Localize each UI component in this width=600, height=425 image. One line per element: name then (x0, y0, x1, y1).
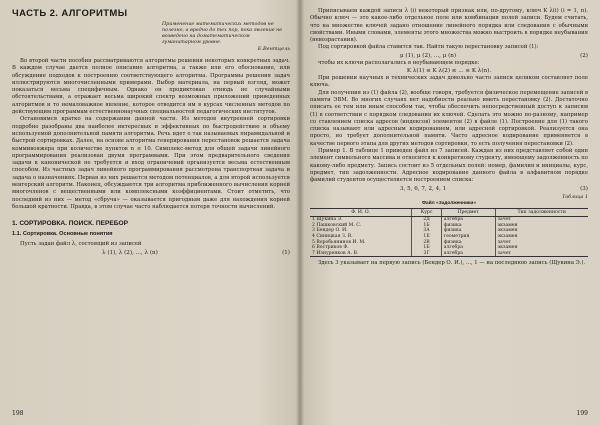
epigraph-author: Е.Вентцель (257, 46, 290, 52)
table-cell-subject: геометрия (441, 234, 495, 240)
table-cell-debt-type: зачет (495, 251, 588, 257)
section-title: 1. СОРТИРОВКА. ПОИСК. ПЕРЕБОР (12, 220, 129, 228)
table-cell-debt-type: зачет (495, 240, 588, 246)
page-number-left: 198 (12, 410, 24, 417)
formula-2 (310, 52, 588, 60)
table-cell-name: 3 Бендер О. И. (312, 228, 348, 234)
table-cell-name: 5 Воробьянинов И. М. (312, 239, 366, 245)
table-cell-subject: алгебра (441, 245, 495, 251)
formula-1-expr: λ (1), λ (2), ..., λ (n) (102, 249, 158, 256)
table-row (310, 251, 588, 257)
table-cell-course: 1Б (412, 223, 441, 229)
formula-3 (310, 185, 588, 193)
table-cell-debt-type: экзамен (495, 223, 588, 229)
table-cell-course: 2В (412, 240, 441, 246)
table-cell-name: 7 Изнуренков А. В. (310, 251, 412, 257)
debtors-table (310, 208, 588, 258)
table-header-course: Курс (412, 208, 441, 217)
table-cell-course: 3Г (412, 251, 441, 257)
table-cell-debt-type: экзамен (495, 234, 588, 240)
table-header-debt-type: Тип задолженности (495, 208, 588, 217)
formula-1 (12, 249, 290, 257)
right-paragraph-5: Пример 1. В таблице 1 приведен файл из 7 записей. Каждая из них представляет собой один элемент символьного массива и относится к конкретному студенту, имеющему задолженность по какому-либо предмету. Запись состоит из 5 отдельных полей: номер, фамилия и инициалы, курс, предмет, тип задолженности. Адресное кодирование данного файла в алфавитном порядке фамилий студентов осуществляется построением списка: (310, 148, 588, 184)
table-cell-debt-type: зачет (495, 217, 588, 223)
keys-formula: K λ(1) ≤ K λ(2) ≤ ... ≤ K λ(n). (406, 68, 492, 75)
right-page (300, 0, 600, 425)
table-header-subject: Предмет (441, 208, 495, 217)
table-cell-name: 6 Востриков Ф. (312, 245, 349, 251)
formula-2-expr: μ (1), μ (2), ..., μ (n) (400, 52, 457, 59)
table-title: Файл «Задолженники» (421, 200, 477, 206)
table-cell-course: 1Е (412, 234, 441, 240)
table-header-row (310, 208, 588, 217)
table-cell-name: 4 Синицкая З. В. (312, 233, 353, 239)
chapter-title: ЧАСТЬ 2. АЛГОРИТМЫ (12, 8, 128, 19)
table-cell-debt-type: экзамен (495, 245, 588, 251)
table-cell-debt-type: экзамен (495, 228, 588, 234)
right-paragraph-2: Под сортировкой файла ставится так. Найти такую перестановку записей (1): (318, 44, 539, 51)
table-cell-course: 2Д (412, 217, 441, 223)
subsection-title: 1.1. Сортировка. Основные понятия (12, 231, 113, 238)
right-paragraph-3: При решении научных и технических задач довольно часто записи целиком составляет поле ключа. (310, 75, 588, 89)
table-cell-subject: алгебра (441, 251, 495, 257)
table-cell-course: 3А (412, 228, 441, 234)
table-cell-name: 1 Щукина Э. (312, 217, 343, 223)
formula-2-number: (2) (580, 52, 588, 59)
table-cell-subject: алгебра (441, 217, 495, 223)
formula-3-expr: 3, 5, 6, 7, 2, 4, 1 (400, 185, 447, 192)
table-cell-course: 1Б (412, 245, 441, 251)
table-caption: Таблица 1 (562, 194, 588, 200)
table-cell-subject: физика (441, 223, 495, 229)
left-paragraph-1: Во второй части пособия рассматриваются алгоритмы решения некоторых конкретных задач. В каждом случае дается полное описание алгоритма, а также или его обоснование, или обсуждение подходов к построению соответствующего алгоритма. Программы решения задач иллюстрируются многочисленными примерами. Выбор материала, на первый взгляд, может показаться весьма специфичным. Однако он продиктован отнюдь не случайными обстоятельствами, а отражает весьма широкий спектр возможных приложений приведенных алгоритмов и то немаловажное явление, которое отводится им в курсах численных методов по действующим программам естественнонаучных специальностей педагогических институтов. (12, 58, 290, 116)
right-paragraph-1: Приписываем каждой записи λ (i) некоторый признак или, по-другому, ключ K λ(i) (i = 1, n). Обычно ключ — это какое-либо отдельное поле или комбинация полей записи. Будем считать, что на множестве ключей задано отношение линейного порядка или следования с обычными свойствами. Иными словами, элементы этого множества можно выстроить в порядке неубывания (невозрастания). (310, 8, 588, 44)
table-cell-subject: физика (441, 240, 495, 246)
formula-1-number: (1) (282, 249, 290, 256)
keys-line: чтобы их ключи располагались в неубывающем порядке: (318, 59, 480, 66)
closing-paragraph: Здесь 3 указывает на первую запись (Бендер О. И.), ..., 1 — на последнюю запись (Щукина Э.). (318, 260, 586, 267)
table-header-name: Ф. И. О. (310, 208, 412, 217)
intro-line: Пусть задан файл λ, состоящий из записей (20, 241, 142, 248)
epigraph: Применение математических методов не полезно, а вредно до тех пор, пока явление не возведено на доматематическом гуманитарном уровне. (162, 22, 283, 45)
table-cell-name: 2 Пашковский М. С. (312, 222, 362, 228)
right-paragraph-4: Для получения из (1) файла (2), вообще говоря, требуется физическое перемещение записей в памяти ЭВМ. Во многих случаях нет надобности реально иметь перестановку (2). Достаточно описать ее тем или иным способом так, чтобы обеспечить непосредственный доступ к записям (1) в соответствии с порядком следования их ключей. Сделать это можно по-разному, например со ставлением списка адресов (индексов) элементов (2) в файле (1). Построение для (1) такого списка называют или адресным кодированием, или адресной сортировкой. Реализуется она просто, но требует дополнительной памяти. Часто адресное кодирование применяется в качестве первого этапа для других методов сортировки, то есть получения перестановки (2). (310, 89, 588, 147)
formula-3-number: (3) (580, 185, 588, 192)
page-number-right: 199 (576, 410, 588, 417)
table-cell-subject: физика (441, 228, 495, 234)
left-paragraph-2: Остановимся кратко на содержании данной части. Из методов внутренней сортировки подробно разобраны два наиболее интересных и эффективных по быстродействию и объему используемой дополнительной памяти алгоритма. Речь идет о так называемых пирамидальной и быстрой сортировках. Далее, на основе алгоритма генерирования перестановок решается задача коммивояжера при количестве пунктов n ≤ 10. Симплекс-метод для общей задачи линейного программирования реализован двумя программами. При этом предварительного сведения задачи к канонической не требуется и вход ограничений организуется весьма естественным способом. Из частных задач линейного программирования рассмотрена транспортная задача и задача о назначениях. Первая из них решается методом потенциалов, а для второй используется венгерский алгоритм. Наконец, обсуждаются три алгоритма приближенного вычисления корней многочленов с вещественными или комплексными коэффициентами. Стоит отметить, что последний из них — метод «сбруча» — оказывается пригодным даже для нахождения корней большой кратности. Правда, в этом случае часто наблюдается потеря точности вычислений. (12, 116, 290, 210)
